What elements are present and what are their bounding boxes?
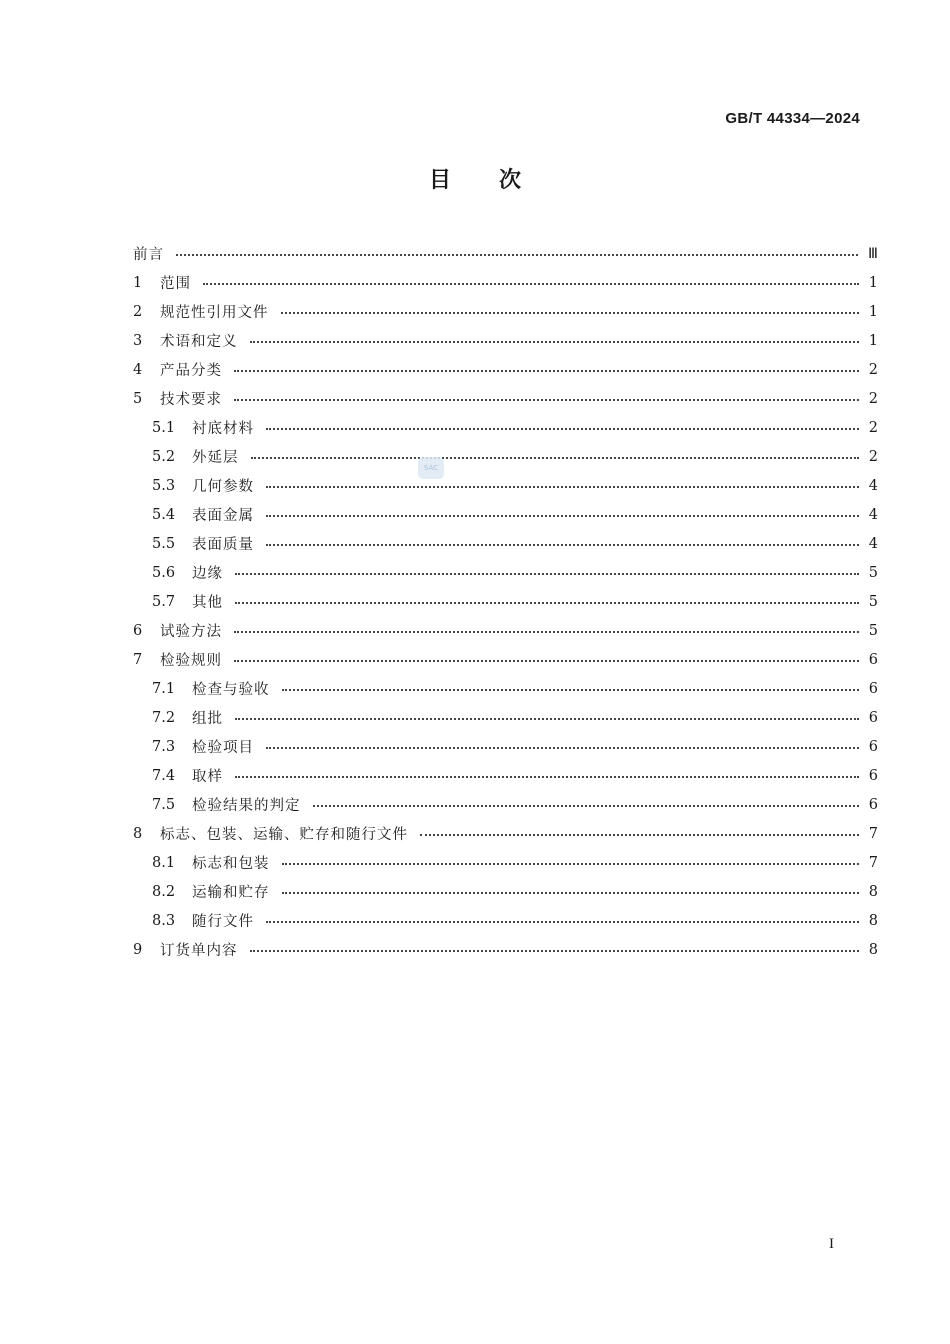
dot-leader <box>234 660 859 662</box>
toc-entry[interactable] <box>133 616 878 645</box>
toc-entry-number: 1 <box>133 274 143 291</box>
toc-entry-number: 3 <box>133 332 143 349</box>
toc-entry-number: 7.2 <box>152 709 176 726</box>
toc-subsection-entry[interactable] <box>133 413 878 442</box>
toc-entry-page: 6 <box>868 680 878 697</box>
toc-subsection-entry[interactable] <box>133 790 878 819</box>
toc-entry-page: 5 <box>868 593 878 610</box>
toc-entry-number: 2 <box>133 303 143 320</box>
dot-leader <box>234 631 859 633</box>
dot-leader <box>281 312 859 314</box>
toc-entry-page: 4 <box>868 477 878 494</box>
toc-entry-page: 4 <box>868 506 878 523</box>
watermark-logo-icon: SAC <box>418 457 444 479</box>
toc-entry-label: 表面金属 <box>192 508 254 524</box>
toc-entry-page: 5 <box>868 564 878 581</box>
toc-entry-number: 7.1 <box>152 680 176 697</box>
page-title: 目次 <box>428 168 569 193</box>
toc-entry-number: 8 <box>133 825 143 842</box>
dot-leader <box>234 370 859 372</box>
toc-entry-label: 范围 <box>160 276 191 292</box>
toc-entry-page: 8 <box>868 883 878 900</box>
toc-entry-label: 试验方法 <box>160 624 222 640</box>
toc-entry-label: 表面质量 <box>192 537 254 553</box>
toc-entry[interactable] <box>133 645 878 674</box>
toc-entry-label: 几何参数 <box>192 479 254 495</box>
toc-entry[interactable] <box>133 355 878 384</box>
toc-entry[interactable] <box>133 268 878 297</box>
table-of-contents <box>133 239 878 964</box>
toc-entry-label: 规范性引用文件 <box>160 305 269 321</box>
toc-entry-number: 7 <box>133 651 143 668</box>
toc-subsection-entry[interactable] <box>133 500 878 529</box>
toc-entry-number: 8.1 <box>152 854 176 871</box>
toc-entry-label: 外延层 <box>192 450 239 466</box>
toc-entry-page: 1 <box>868 274 878 291</box>
toc-entry[interactable] <box>133 935 878 964</box>
toc-entry-label: 组批 <box>192 711 223 727</box>
toc-entry[interactable] <box>133 297 878 326</box>
toc-entry-page: 7 <box>868 825 878 842</box>
toc-entry[interactable] <box>133 239 878 268</box>
toc-entry-page: 6 <box>868 709 878 726</box>
toc-entry[interactable] <box>133 326 878 355</box>
dot-leader <box>235 602 859 604</box>
dot-leader <box>250 950 859 952</box>
toc-entry-page: 2 <box>868 448 878 465</box>
toc-entry-label: 其他 <box>192 595 223 611</box>
toc-entry-page: 8 <box>868 941 878 958</box>
toc-subsection-entry[interactable] <box>133 471 878 500</box>
toc-entry-label: 检验规则 <box>160 653 222 669</box>
toc-entry-number: 5.6 <box>152 564 176 581</box>
toc-entry-page: 2 <box>868 390 878 407</box>
toc-entry-number: 4 <box>133 361 143 378</box>
dot-leader <box>313 805 859 807</box>
toc-subsection-entry[interactable] <box>133 558 878 587</box>
toc-entry-label: 产品分类 <box>160 363 222 379</box>
toc-entry-number: 5 <box>133 390 143 407</box>
toc-entry-number: 9 <box>133 941 143 958</box>
toc-entry-number: 5.4 <box>152 506 176 523</box>
toc-subsection-entry[interactable] <box>133 732 878 761</box>
toc-entry-page: 5 <box>868 622 878 639</box>
toc-entry-number: 7.5 <box>152 796 176 813</box>
toc-entry-label: 订货单内容 <box>160 943 238 959</box>
toc-subsection-entry[interactable] <box>133 674 878 703</box>
toc-entry-label: 衬底材料 <box>192 421 254 437</box>
dot-leader <box>282 863 859 865</box>
toc-subsection-entry[interactable] <box>133 761 878 790</box>
toc-entry-page: 6 <box>868 651 878 668</box>
toc-entry-number: 5.2 <box>152 448 176 465</box>
toc-entry-label: 标志和包装 <box>192 856 270 872</box>
toc-entry-label: 取样 <box>192 769 223 785</box>
toc-entry-number: 8.2 <box>152 883 176 900</box>
dot-leader <box>235 573 859 575</box>
dot-leader <box>266 428 859 430</box>
toc-entry-page: 6 <box>868 796 878 813</box>
toc-entry-number: 8.3 <box>152 912 176 929</box>
dot-leader <box>234 399 859 401</box>
dot-leader <box>266 544 859 546</box>
dot-leader <box>266 921 859 923</box>
toc-entry[interactable] <box>133 819 878 848</box>
toc-entry-label: 前言 <box>133 247 164 263</box>
toc-entry-page: 6 <box>868 767 878 784</box>
toc-entry-page: 4 <box>868 535 878 552</box>
toc-entry-label: 检验结果的判定 <box>192 798 301 814</box>
toc-entry-number: 6 <box>133 622 143 639</box>
dot-leader <box>203 283 859 285</box>
dot-leader <box>266 486 859 488</box>
dot-leader <box>266 747 859 749</box>
toc-entry-number: 5.1 <box>152 419 176 436</box>
toc-entry-number: 7.4 <box>152 767 176 784</box>
toc-entry-label: 运输和贮存 <box>192 885 270 901</box>
toc-entry-label: 检验项目 <box>192 740 254 756</box>
toc-subsection-entry[interactable] <box>133 877 878 906</box>
standard-code: GB/T 44334—2024 <box>725 110 860 127</box>
toc-entry-page: Ⅲ <box>868 245 878 262</box>
toc-subsection-entry[interactable] <box>133 703 878 732</box>
toc-entry-page: 1 <box>868 303 878 320</box>
toc-entry-label: 技术要求 <box>160 392 222 408</box>
dot-leader <box>250 341 859 343</box>
dot-leader <box>282 689 859 691</box>
toc-entry-label: 检查与验收 <box>192 682 270 698</box>
toc-entry-label: 边缘 <box>192 566 223 582</box>
dot-leader <box>420 834 859 836</box>
toc-entry-page: 6 <box>868 738 878 755</box>
toc-entry-number: 5.3 <box>152 477 176 494</box>
toc-entry-number: 7.3 <box>152 738 176 755</box>
dot-leader <box>251 457 859 459</box>
toc-entry-page: 2 <box>868 361 878 378</box>
toc-entry-label: 术语和定义 <box>160 334 238 350</box>
toc-entry-page: 1 <box>868 332 878 349</box>
dot-leader <box>235 718 859 720</box>
toc-entry-page: 7 <box>868 854 878 871</box>
toc-entry-label: 标志、包装、运输、贮存和随行文件 <box>160 827 408 843</box>
toc-subsection-entry[interactable] <box>133 587 878 616</box>
toc-subsection-entry[interactable] <box>133 442 878 471</box>
toc-subsection-entry[interactable] <box>133 529 878 558</box>
toc-subsection-entry[interactable] <box>133 848 878 877</box>
toc-entry-page: 8 <box>868 912 878 929</box>
dot-leader <box>282 892 859 894</box>
toc-entry-number: 5.7 <box>152 593 176 610</box>
page-number: I <box>829 1236 834 1252</box>
toc-entry-number: 5.5 <box>152 535 176 552</box>
toc-entry-page: 2 <box>868 419 878 436</box>
toc-entry[interactable] <box>133 384 878 413</box>
toc-subsection-entry[interactable] <box>133 906 878 935</box>
dot-leader <box>176 254 858 256</box>
dot-leader <box>235 776 859 778</box>
toc-entry-label: 随行文件 <box>192 914 254 930</box>
dot-leader <box>266 515 859 517</box>
